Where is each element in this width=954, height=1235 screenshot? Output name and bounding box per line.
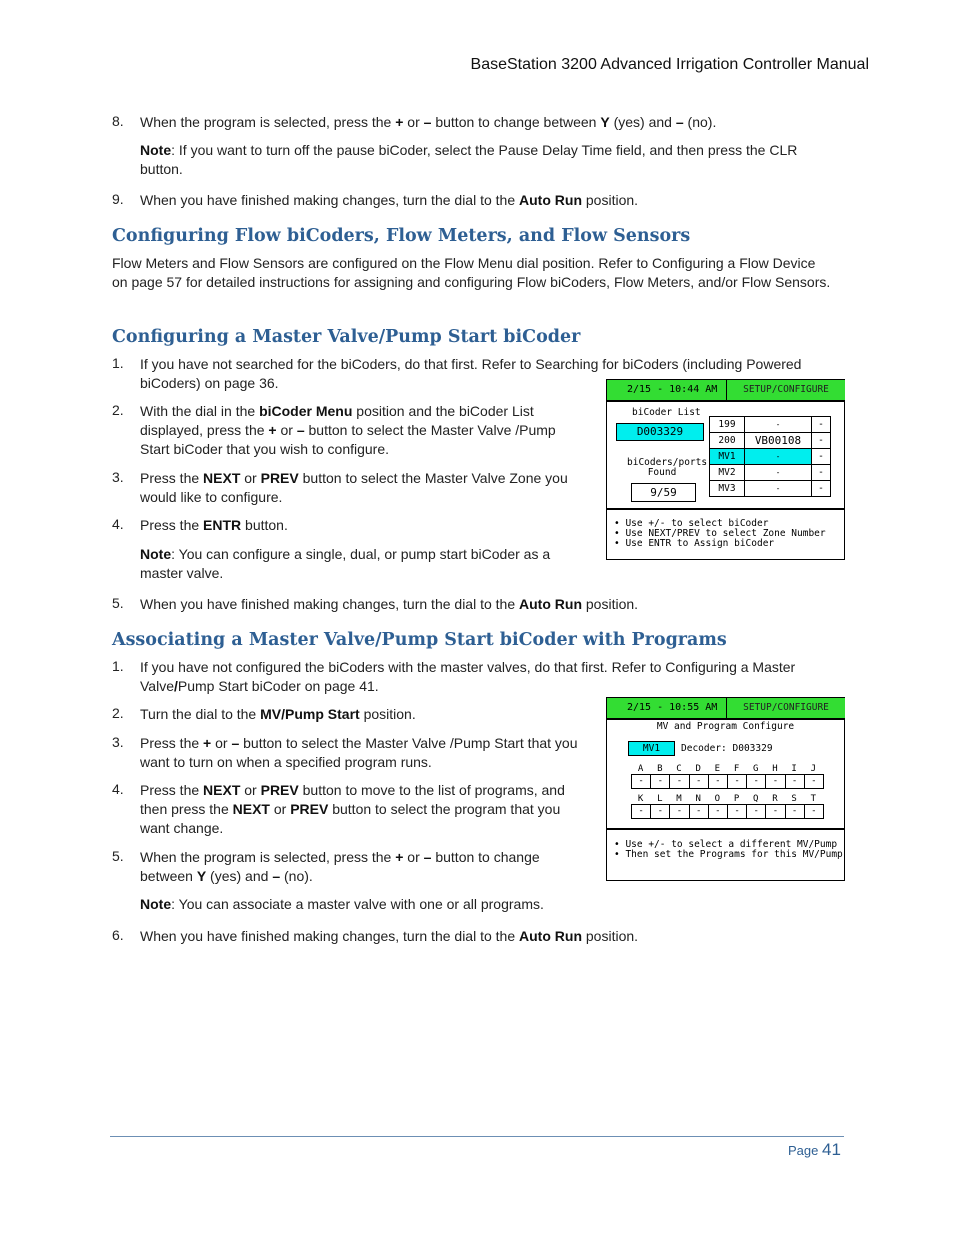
step-text: When you have finished making changes, turn the dial to the Auto Run position. bbox=[140, 596, 639, 612]
bold-term: + bbox=[395, 114, 404, 130]
step-text: If you have not searched for the biCoders, do that first. Refer to Searching for biCoders (including Powered biCoders) on page 36. bbox=[140, 356, 802, 391]
lcd-divider bbox=[607, 400, 844, 402]
bold-term: PREV bbox=[290, 801, 329, 817]
note-text: : You can associate a master valve with one or all programs. bbox=[171, 896, 544, 912]
bold-term: Y bbox=[600, 114, 610, 130]
zone-row bbox=[710, 465, 831, 481]
program-letters-row1 bbox=[631, 764, 823, 774]
program-letter: O bbox=[714, 794, 721, 804]
lcd-instruction-item: • Use NEXT/PREV to select Zone Number bbox=[614, 528, 826, 539]
bold-term: – bbox=[272, 868, 281, 884]
step-number: 3. bbox=[112, 734, 124, 750]
step-text: When the program is selected, press the + or – button to change between Y (yes) and – (no). bbox=[140, 114, 717, 130]
step-number: 4. bbox=[112, 516, 124, 532]
zone-row bbox=[710, 417, 831, 433]
step-number: 3. bbox=[112, 469, 124, 485]
zone-flag: - bbox=[812, 449, 831, 465]
lcd-mode-tag: SETUP/CONFIGURE bbox=[726, 698, 845, 718]
step-number: 9. bbox=[112, 191, 124, 207]
bold-term: PREV bbox=[260, 782, 299, 798]
lcd-instructions bbox=[614, 840, 843, 860]
bold-term: biCoder Menu bbox=[259, 403, 353, 419]
program-letter: R bbox=[772, 794, 778, 804]
lcd-instruction-item: • Then set the Programs for this MV/Pump bbox=[614, 849, 843, 860]
program-value: - bbox=[727, 804, 747, 819]
bold-term: NEXT bbox=[232, 801, 270, 817]
bold-term: – bbox=[423, 114, 432, 130]
program-values-row2 bbox=[631, 804, 823, 819]
step-text: Press the ENTR button. bbox=[140, 517, 288, 533]
program-value: - bbox=[765, 804, 785, 819]
program-letter: Q bbox=[753, 794, 759, 804]
step-number: 1. bbox=[112, 658, 124, 674]
section-heading-master-valve: Configuring a Master Valve/Pump Start biCoder bbox=[112, 327, 581, 347]
bold-term: Y bbox=[196, 868, 207, 884]
program-value: - bbox=[708, 804, 728, 819]
note bbox=[140, 545, 570, 583]
program-letter: B bbox=[657, 764, 663, 774]
step-number: 2. bbox=[112, 705, 124, 721]
bold-term: ENTR bbox=[203, 517, 242, 533]
lcd-screen-mv-program bbox=[606, 697, 845, 881]
zone-bicoder: - bbox=[745, 449, 812, 465]
program-value: - bbox=[689, 804, 709, 819]
program-letter: N bbox=[695, 794, 701, 804]
section-heading-associating: Associating a Master Valve/Pump Start biCoder with Programs bbox=[112, 630, 727, 650]
program-letter: J bbox=[810, 764, 816, 774]
lcd-screen-bicoder-list bbox=[606, 379, 845, 560]
program-value: - bbox=[727, 774, 747, 789]
step-text: Turn the dial to the MV/Pump Start position. bbox=[140, 706, 416, 722]
program-value: - bbox=[708, 774, 728, 789]
program-value: - bbox=[804, 804, 824, 819]
zone-table bbox=[709, 416, 831, 497]
program-value: - bbox=[785, 804, 805, 819]
zone-flag: - bbox=[812, 481, 831, 497]
program-letter: L bbox=[657, 794, 663, 804]
bold-term: Auto Run bbox=[519, 928, 582, 944]
mv-selector: MV1 bbox=[628, 741, 675, 756]
zone-flag: - bbox=[812, 465, 831, 481]
zone-name: MV3 bbox=[710, 481, 745, 497]
program-letter: E bbox=[714, 764, 721, 774]
program-value: - bbox=[669, 804, 689, 819]
step-number: 1. bbox=[112, 355, 124, 371]
bold-term: Auto Run bbox=[519, 596, 582, 612]
step-text: With the dial in the biCoder Menu position and the biCoder List displayed, press the + or – button to select the Master Valve /Pump Start biCoder that you wish to configure. bbox=[140, 403, 556, 457]
program-value: - bbox=[631, 804, 651, 819]
step-text: When you have finished making changes, turn the dial to the Auto Run position. bbox=[140, 928, 639, 944]
program-value: - bbox=[689, 774, 709, 789]
footer-page-label: Page bbox=[788, 1143, 819, 1158]
bold-term: + bbox=[203, 735, 212, 751]
program-letter: T bbox=[810, 794, 816, 804]
program-value: - bbox=[650, 804, 670, 819]
lcd-instruction-item: • Use +/- to select biCoder bbox=[614, 518, 769, 529]
program-letter: A bbox=[637, 764, 644, 774]
program-value: - bbox=[746, 774, 766, 789]
note-text: : If you want to turn off the pause biCoder, select the Pause Delay Time field, and then press the CLR button. bbox=[140, 142, 798, 177]
bicoders-found-label bbox=[627, 457, 708, 478]
note-label: Note bbox=[140, 546, 172, 562]
program-letter: P bbox=[733, 794, 740, 804]
program-letter: G bbox=[753, 764, 759, 774]
program-value: - bbox=[650, 774, 670, 789]
program-letter: M bbox=[676, 794, 682, 804]
bold-term: MV/Pump Start bbox=[260, 706, 360, 722]
step-text: When you have finished making changes, turn the dial to the Auto Run position. bbox=[140, 192, 639, 208]
program-letter: I bbox=[791, 764, 797, 774]
zone-bicoder: - bbox=[745, 465, 812, 481]
program-value: - bbox=[765, 774, 785, 789]
bold-term: + bbox=[268, 422, 277, 438]
step-number: 5. bbox=[112, 848, 124, 864]
selected-bicoder-field: D003329 bbox=[616, 423, 704, 441]
zone-row bbox=[710, 433, 831, 449]
zone-name: MV1 bbox=[710, 449, 745, 465]
lcd-divider bbox=[607, 508, 844, 510]
decoder-label: Decoder: bbox=[681, 743, 727, 754]
step-text: If you have not configured the biCoders with the master valves, do that first. Refer to Configuring a Master Valve/Pump Start biCoder on page 41. bbox=[140, 659, 796, 694]
program-value: - bbox=[631, 774, 651, 789]
lcd-time: 2/15 - 10:55 AM bbox=[627, 702, 718, 713]
program-letter: F bbox=[733, 764, 740, 774]
lcd-instruction-item: • Use +/- to select a different MV/Pump bbox=[614, 839, 838, 850]
bold-term: – bbox=[231, 735, 240, 751]
program-values-row1 bbox=[631, 774, 823, 789]
zone-bicoder: - bbox=[745, 417, 812, 433]
footer-page-number: 41 bbox=[822, 1140, 841, 1159]
note-label: Note bbox=[140, 142, 172, 158]
footer-page bbox=[788, 1140, 841, 1160]
step-number: 6. bbox=[112, 927, 124, 943]
zone-flag: - bbox=[812, 417, 831, 433]
lcd-instructions bbox=[614, 519, 826, 549]
section-heading-flow: Configuring Flow biCoders, Flow Meters, and Flow Sensors bbox=[112, 226, 691, 246]
step-text: Press the NEXT or PREV button to select the Master Valve Zone you would like to configure. bbox=[140, 470, 568, 505]
bold-term: Auto Run bbox=[519, 192, 582, 208]
program-value: - bbox=[804, 774, 824, 789]
decoder-readout bbox=[681, 743, 773, 754]
bold-term: NEXT bbox=[203, 782, 241, 798]
program-letter: C bbox=[676, 764, 682, 774]
step-text: When the program is selected, press the + or – button to change between Y (yes) and – (no). bbox=[140, 849, 540, 884]
lcd-mode-tag: SETUP/CONFIGURE bbox=[726, 380, 845, 400]
program-letters-row2 bbox=[631, 794, 823, 804]
bold-term: / bbox=[173, 678, 178, 694]
zone-bicoder: VB00108 bbox=[745, 433, 812, 449]
zone-flag: - bbox=[812, 433, 831, 449]
note-text: : You can configure a single, dual, or pump start biCoder as a master valve. bbox=[140, 546, 551, 581]
step-number: 2. bbox=[112, 402, 124, 418]
zone-row bbox=[710, 481, 831, 497]
lcd-divider bbox=[607, 828, 844, 830]
note bbox=[140, 141, 820, 179]
zone-row bbox=[710, 449, 831, 465]
bicoder-list-label: biCoder List bbox=[632, 407, 701, 418]
step-text: Press the NEXT or PREV button to move to the list of programs, and then press the NEXT or PREV button to select the program that you want change. bbox=[140, 782, 565, 836]
bold-term: – bbox=[675, 114, 684, 130]
bold-term: – bbox=[423, 849, 432, 865]
program-letter: S bbox=[791, 794, 797, 804]
step-number: 8. bbox=[112, 113, 124, 129]
zone-name: 200 bbox=[710, 433, 745, 449]
bold-term: – bbox=[296, 422, 305, 438]
program-value: - bbox=[746, 804, 766, 819]
program-letter: D bbox=[695, 764, 701, 774]
section-paragraph: Flow Meters and Flow Sensors are configured on the Flow Menu dial position. Refer to Configuring a Flow Device on page 57 for detailed instructions for assigning and configuring Flow biCoders, Flow Meters, and/or Flow Sensors. bbox=[112, 255, 831, 290]
decoder-value: D003329 bbox=[732, 743, 773, 754]
program-value: - bbox=[785, 774, 805, 789]
zone-bicoder: - bbox=[745, 481, 812, 497]
step-number: 5. bbox=[112, 595, 124, 611]
program-letter: H bbox=[772, 764, 778, 774]
program-value: - bbox=[669, 774, 689, 789]
step-text: Press the + or – button to select the Master Valve /Pump Start that you want to turn on when a specified program runs. bbox=[140, 735, 578, 770]
found-label-line1: biCoders/ports bbox=[627, 457, 708, 468]
zone-name: MV2 bbox=[710, 465, 745, 481]
note-label: Note bbox=[140, 896, 172, 912]
bold-term: PREV bbox=[260, 470, 299, 486]
lcd-divider bbox=[607, 718, 844, 720]
note bbox=[140, 895, 640, 914]
program-letter: K bbox=[637, 794, 644, 804]
screen-title: MV and Program Configure bbox=[656, 721, 795, 732]
step-number: 4. bbox=[112, 781, 124, 797]
document-header-title: BaseStation 3200 Advanced Irrigation Controller Manual bbox=[470, 56, 869, 73]
bold-term: + bbox=[395, 849, 404, 865]
lcd-time: 2/15 - 10:44 AM bbox=[627, 384, 718, 395]
footer-rule bbox=[110, 1136, 844, 1137]
bold-term: NEXT bbox=[203, 470, 241, 486]
lcd-instruction-item: • Use ENTR to Assign biCoder bbox=[614, 538, 775, 549]
bicoders-found-value: 9/59 bbox=[631, 483, 696, 502]
found-label-line2: Found bbox=[647, 467, 677, 478]
zone-name: 199 bbox=[710, 417, 745, 433]
